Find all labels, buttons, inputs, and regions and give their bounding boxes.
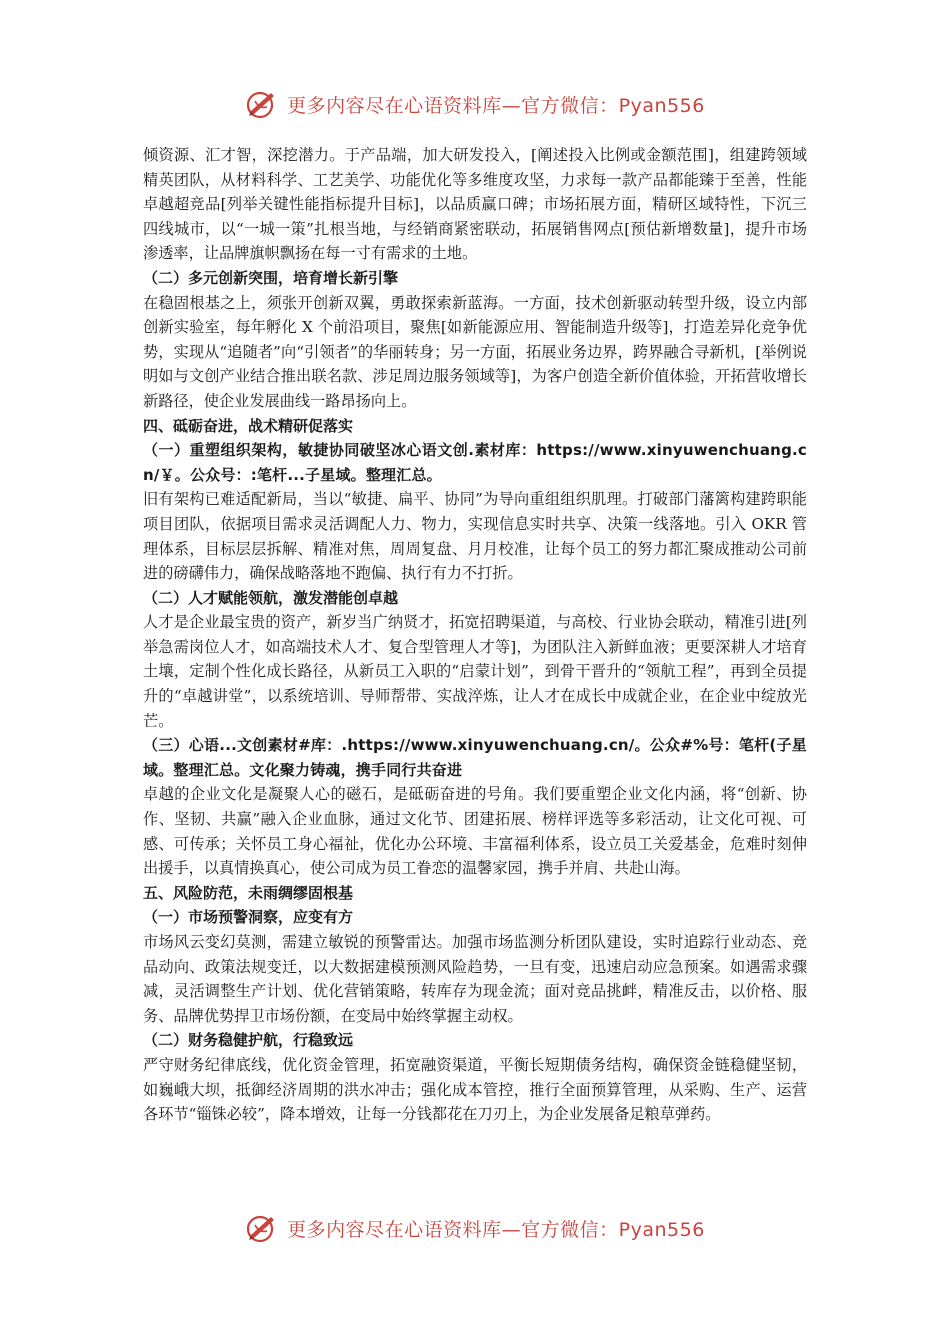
paragraph: 严守财务纪律底线，优化资金管理，拓宽融资渠道，平衡长短期债务结构，确保资金链稳健坚韧，如巍峨大坝，抵御经济周期的洪水冲击；强化成本管控，推行全面预算管理，从采购、生产、运营各环节“锱铢必较”，降本增效，让每一分钱都花在刀刃上，为企业发展备足粮草弹药。 (143, 1055, 807, 1124)
header-banner (0, 84, 950, 124)
paragraph: 市场风云变幻莫测，需建立敏锐的预警雷达。加强市场监测分析团队建设，实时追踪行业动态、竞品动向、政策法规变迁，以大数据建模预测风险趋势，一旦有变，迅速启动应急预案。如遇需求骤减，灵活调整生产计划、优化营销策略，转库存为现金流；面对竞品挑衅，精准反击，以价格、服务、品牌优势捍卫市场份额，在变局中始终掌握主动权。 (143, 933, 807, 1025)
paragraph: 卓越的企业文化是凝聚人心的磁石，是砥砺奋进的号角。我们要重塑企业文化内涵，将“创新、协作、坚韧、共赢”融入企业血脉，通过文化节、团建拓展、榜样评选等多彩活动，让文化可视、可感、可传承；关怀员工身心福祉，优化办公环境、丰富福利体系，设立员工关爱基金，危难时刻伸出援手，以真情换真心，使公司成为员工眷恋的温馨家园，携手并肩、共赴山海。 (143, 785, 807, 878)
chapter-heading: 五、风险防范，未雨绸缪固根基 (143, 883, 354, 902)
chapter-heading: 四、砥砺奋进，战术精研促落实 (143, 416, 354, 435)
section-heading: （一）市场预警洞察，应变有方 (143, 908, 354, 927)
paragraph: 在稳固根基之上，须张开创新双翼，勇敢探索新蓝海。一方面，技术创新驱动转型升级，设立内部创新实验室，每年孵化 X 个前沿项目，聚焦[如新能源应用、智能制造升级等]，打造差异化竞争优势，实现从“追随者”向“引领者”的华丽转身；另一方面，拓展业务边界，跨界融合寻新机，[举例说明如与文创产业结合推出联名款、涉足周边服务领域等]，为客户创造全新价值体验，开拓营收增长新路径，使企业发展曲线一路昂扬向上。 (143, 293, 807, 410)
footer-banner (0, 1208, 950, 1248)
paragraph: 旧有架构已难适配新局，当以“敏捷、扁平、协同”为导向重组组织肌理。打破部门藩篱构建跨职能项目团队，依据项目需求灵活调配人力、物力，实现信息实时共享、决策一线落地。引入 OKR 管理体系，目标层层拆解、精准对焦，周周复盘、月月校准，让每个员工的努力都汇聚成推动公司前进的磅礴伟力，确保战略落地不跑偏、执行有力不打折。 (143, 490, 807, 583)
paragraph: 人才是企业最宝贵的资产，新岁当广纳贤才，拓宽招聘渠道，与高校、行业协会联动，精准引进[列举急需岗位人才，如高端技术人才、复合型管理人才等]，为团队注入新鲜血液；更要深耕人才培育土壤，定制个性化成长路径，从新员工入职的“启蒙计划”，到骨干晋升的“领航工程”，再到全员提升的“卓越讲堂”，以系统培训、导师帮带、实战淬炼，让人才在成长中成就企业，在企业中绽放光芒。 (143, 613, 807, 730)
pen-logo-icon (245, 1211, 279, 1245)
section-heading: （二）人才赋能领航，激发潜能创卓越 (143, 588, 399, 607)
banner-text: 更多内容尽在心语资料库—官方微信：Pyan556 (287, 94, 705, 117)
banner-text: 更多内容尽在心语资料库—官方微信：Pyan556 (287, 1218, 705, 1241)
section-heading: （三）心语...文创素材#库：.https://www.xinyuwenchuang.cn/。公众#%号：笔杆(子星域。整理汇总。文化聚力铸魂，携手同行共奋进 (143, 736, 807, 779)
paragraph: 倾资源、汇才智，深挖潜力。于产品端，加大研发投入，[阐述投入比例或金额范围]，组建跨领域精英团队，从材料科学、工艺美学、功能优化等多维度攻坚，力求每一款产品都能臻于至善，性能卓越超竞品[列举关键性能指标提升目标]，以品质赢口碑；市场拓展方面，精研区域特性，下沉三四线城市，以“一城一策”扎根当地，与经销商紧密联动，拓展销售网点[预估新增数量]，提升市场渗透率，让品牌旗帜飘扬在每一寸有需求的土地。 (143, 146, 807, 263)
section-heading: （一）重塑组织架构，敏捷协同破坚冰心语文创.素材库：https://www.xinyuwenchuang.cn/￥。公众号：:笔杆...子星域。整理汇总。 (143, 441, 807, 484)
pen-logo-icon (245, 87, 279, 121)
section-heading: （二）多元创新突围，培育增长新引擎 (143, 268, 399, 287)
section-heading: （二）财务稳健护航，行稳致远 (143, 1031, 354, 1050)
document-body (143, 143, 807, 1127)
